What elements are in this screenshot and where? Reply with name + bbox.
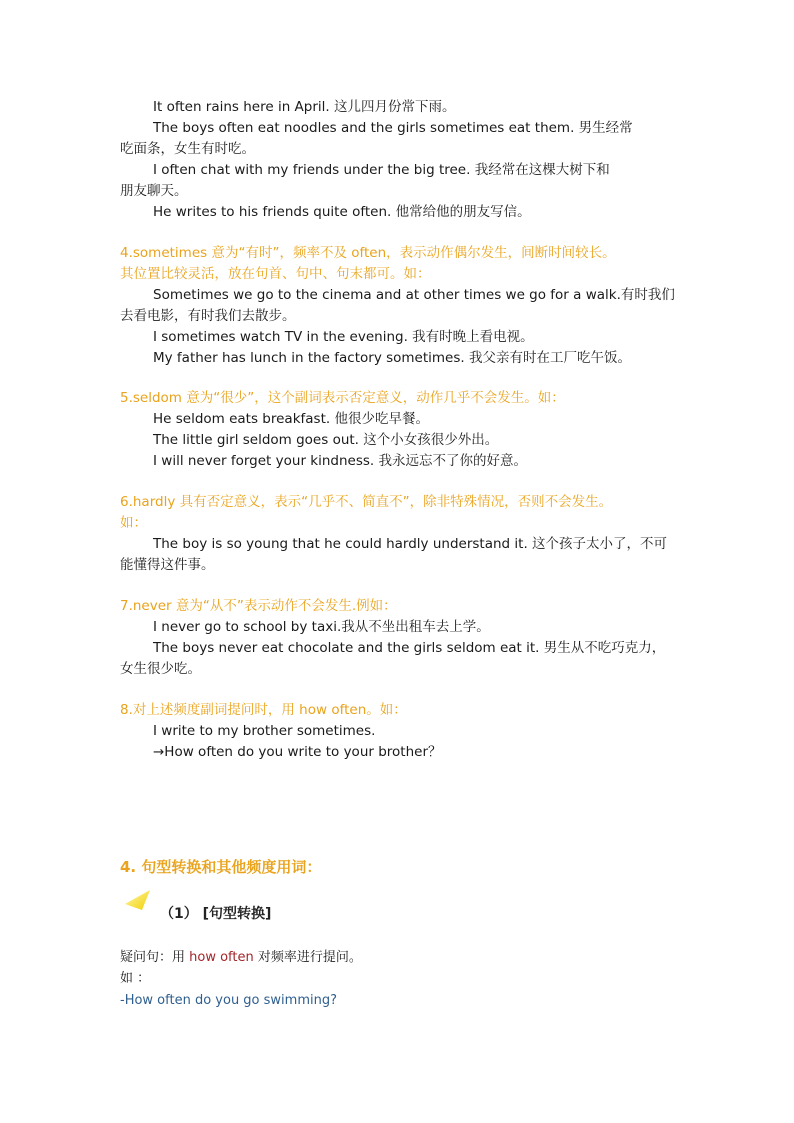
question-rule-prefix: 疑问句：用: [120, 950, 190, 965]
example-line: The boy is so young that he could hardly understand it. 这个孩子太小了，不可: [153, 536, 668, 552]
example-line: Sometimes we go to the cinema and at other times we go for a walk.有时我们: [153, 287, 675, 303]
example-label: 如 ：: [120, 971, 151, 986]
example-line: He writes to his friends quite often. 他常给他的朋友写信。: [153, 204, 531, 220]
example-line: 吃面条，女生有时吃。: [120, 141, 255, 157]
example-line: I will never forget your kindness. 我永远忘不了你的好意。: [153, 453, 527, 469]
highlight-bullet-icon: [122, 886, 152, 912]
question-rule-keyword: how often: [189, 950, 254, 965]
section-title: 7.never 意为“从不”表示动作不会发生.例如：: [120, 598, 397, 614]
example-line: The boys never eat chocolate and the girls seldom eat it. 男生从不吃巧克力，: [153, 640, 666, 656]
example-line: I often chat with my friends under the big tree. 我经常在这棵大树下和: [153, 162, 610, 178]
section-title: 如：: [120, 515, 147, 531]
section-title: 8.对上述频度副词提问时，用 how often。如：: [120, 702, 407, 718]
question-rule: [120, 948, 362, 968]
section-title: 其位置比较灵活，放在句首、句中、句末都可。如：: [120, 266, 431, 282]
example-line: It often rains here in April. 这儿四月份常下雨。: [153, 99, 456, 115]
section-title: 6.hardly 具有否定意义，表示“几乎不、简直不”，除非特殊情况，否则不会发生。: [120, 494, 613, 510]
part-heading: 4. 句型转换和其他频度用词：: [120, 858, 322, 876]
example-line: I never go to school by taxi.我从不坐出租车去上学。: [153, 619, 490, 635]
section-title: 4.sometimes 意为“有时”，频率不及 often，表示动作偶尔发生，间断时间较长。: [120, 245, 616, 261]
example-line: 能懂得这件事。: [120, 557, 215, 573]
example-line: 女生很少吃。: [120, 661, 201, 677]
example-line: 去看电影，有时我们去散步。: [120, 308, 296, 324]
example-line: The little girl seldom goes out. 这个小女孩很少外出。: [153, 432, 499, 448]
example-line: The boys often eat noodles and the girls sometimes eat them. 男生经常: [153, 120, 633, 136]
question-rule-suffix: 对频率进行提问。: [253, 950, 362, 965]
example-line: 朋友聊天。: [120, 183, 188, 199]
example-line: →How often do you write to your brother？: [153, 744, 442, 760]
example-question: -How often do you go swimming?: [120, 993, 337, 1008]
subsection-heading: （1） [句型转换]: [160, 906, 272, 922]
section-title: 5.seldom 意为“很少”，这个副词表示否定意义，动作几乎不会发生。如：: [120, 390, 565, 406]
example-line: He seldom eats breakfast. 他很少吃早餐。: [153, 411, 429, 427]
example-line: I sometimes watch TV in the evening. 我有时晚上看电视。: [153, 329, 534, 345]
example-line: My father has lunch in the factory sometimes. 我父亲有时在工厂吃午饭。: [153, 350, 631, 366]
example-line: I write to my brother sometimes.: [153, 723, 376, 739]
